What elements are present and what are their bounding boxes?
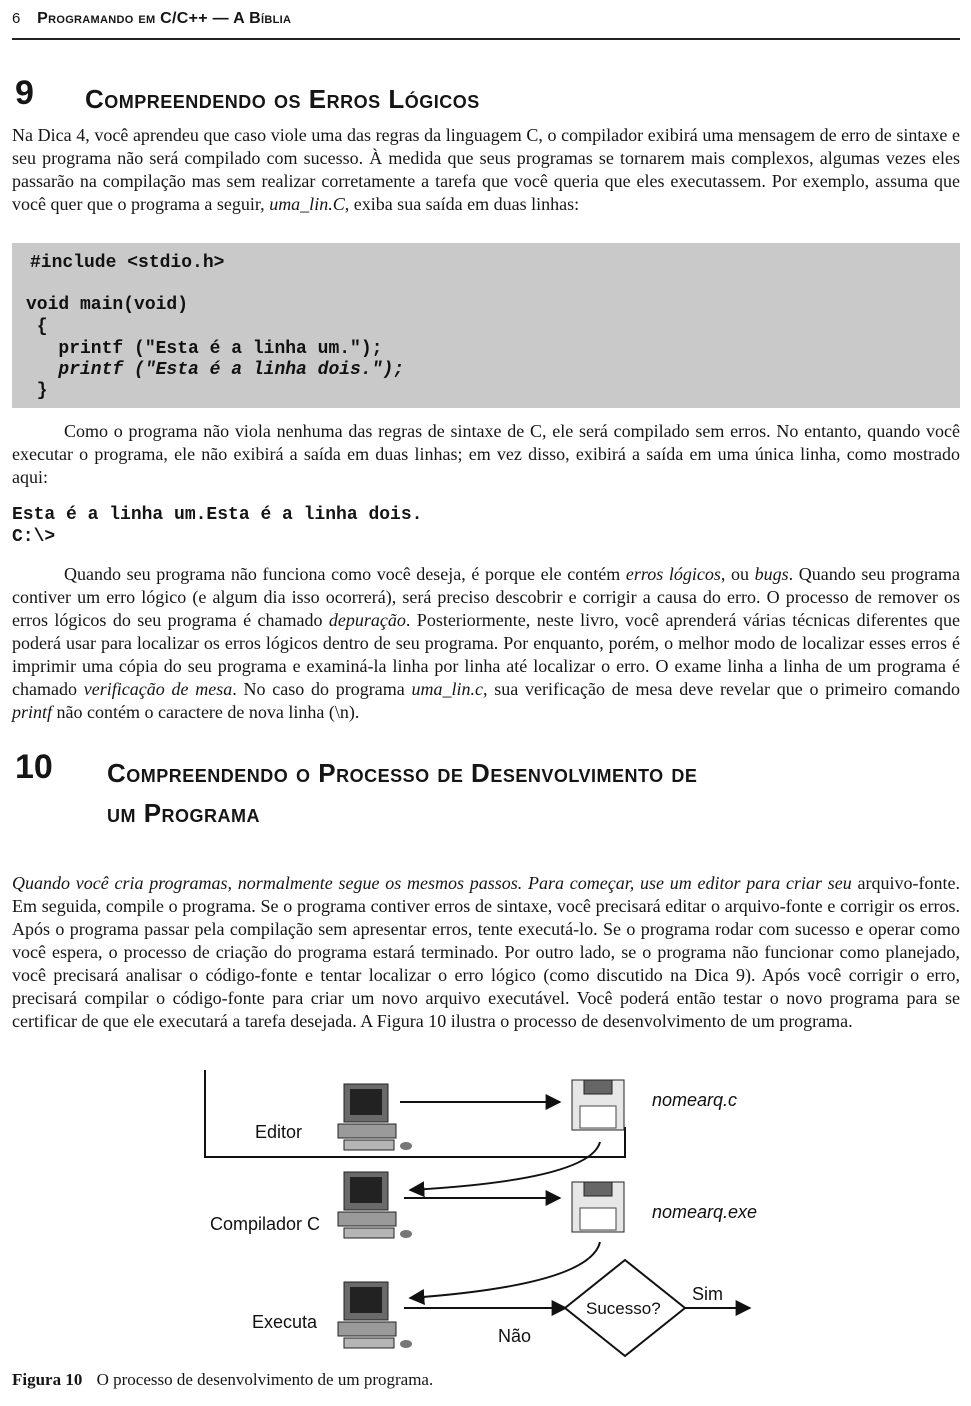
executable-file-floppy-icon bbox=[572, 1182, 624, 1232]
tip-10-title-line-1: Compreendendo o Processo de Desenvolvimento de bbox=[107, 758, 698, 788]
tip-10-paragraph-1: Quando você cria programas, normalmente segue os mesmos passos. Para começar, use um editor para criar seu arquivo-fonte. Em seguida, compile o programa. Se o programa contiver erros de sintaxe, você precisará editar o arquivo-fonte e corrigir os erros. Após o programa passar pela compilação sem apresentar erros, tente executá-lo. Se o programa rodar com sucesso e operar como você espera, o processo de criação do programa estará terminado. Por outro lado, se o programa não funcionar como planejado, você precisará analisar o código-fonte e tentar localizar o erro lógico (como discutido na Dica 9). Após você corrigir o erro, precisará compilar o código-fonte para criar um novo arquivo executável. Você poderá então testar o novo programa para se certificar de que ele executará a tarefa desejada. A Figura 10 ilustra o processo de desenvolvimento de um programa. bbox=[12, 873, 960, 1031]
program-output-line-1: Esta é a linha um.Esta é a linha dois. bbox=[12, 505, 423, 525]
page-number: 6 bbox=[12, 10, 21, 27]
tip-9-title: Compreendendo os Erros Lógicos bbox=[85, 84, 480, 114]
code-line-1: #include <stdio.h> bbox=[30, 253, 225, 273]
editor-computer-icon bbox=[338, 1084, 412, 1150]
tip-9-intro: Na Dica 4, você aprendeu que caso viole uma das regras da linguagem C, o compilador exibirá uma mensagem de erro de sintaxe e seu programa não será compilado com sucesso. À medida que seus programas se tornarem mais complexos, algumas vezes eles passarão na compilação mas sem realizar corretamente a tarefa que você queria que eles executassem. Por exemplo, assuma que você quer que o programa a seguir, uma_lin.C, exiba sua saída em duas linhas: bbox=[12, 125, 960, 214]
tip-10-heading bbox=[15, 748, 955, 834]
code-line-7: } bbox=[26, 381, 48, 401]
yes-label: Sim bbox=[692, 1284, 723, 1304]
tip-9-number: 9 bbox=[15, 74, 34, 112]
compiler-computer-icon bbox=[338, 1172, 412, 1238]
tip-9-paragraph-2: Como o programa não viola nenhuma das regras de sintaxe de C, ele será compilado sem erros. No entanto, quando você executar o programa, ele não exibirá a saída em duas linhas; em vez disso, exibirá a saída em uma única linha, como mostrado aqui: bbox=[12, 421, 960, 487]
development-process-diagram bbox=[0, 1070, 971, 1370]
figure-caption bbox=[12, 1370, 433, 1390]
tip-10-title-line-2: um Programa bbox=[107, 798, 261, 828]
execute-label: Executa bbox=[252, 1312, 318, 1332]
code-line-5: printf ("Esta é a linha um."); bbox=[26, 339, 383, 359]
code-line-6: printf ("Esta é a linha dois."); bbox=[26, 360, 405, 380]
code-listing bbox=[12, 243, 960, 408]
decision-label: Sucesso? bbox=[586, 1299, 661, 1318]
tip-9-heading bbox=[15, 74, 955, 118]
figure-caption-text: O processo de desenvolvimento de um programa. bbox=[96, 1370, 434, 1389]
execute-computer-icon bbox=[338, 1282, 412, 1348]
code-line-3: void main(void) bbox=[26, 295, 189, 315]
tip-9-paragraph-3: Quando seu programa não funciona como você deseja, é porque ele contém erros lógicos, ou bugs. Quando seu programa contiver um erro lógico (e algum dia isso ocorrerá), será preciso descobrir e corrigir a causa do erro. O processo de remover os erros lógicos do seu programa é chamado depuração. Posteriormente, neste livro, você aprenderá várias técnicas diferentes que poderá usar para localizar os erros lógicos dentro de seu programa. Por enquanto, porém, o melhor modo de localizar esses erros é imprimir uma cópia do seu programa e examiná-la linha por linha até localizar o erro. O exame linha a linha de um programa é chamado verificação de mesa. No caso do programa uma_lin.c, sua verificação de mesa deve revelar que o primeiro comando printf não contém o caractere de nova linha (\n). bbox=[12, 564, 961, 722]
source-file-name: nomearq.c bbox=[652, 1090, 738, 1110]
running-head bbox=[12, 10, 960, 40]
executable-file-name: nomearq.exe bbox=[652, 1202, 758, 1222]
tip-10-number: 10 bbox=[15, 748, 53, 786]
compiler-label: Compilador C bbox=[210, 1214, 321, 1234]
figure-caption-label: Figura 10 bbox=[12, 1370, 83, 1389]
exe-to-execute-arrow bbox=[410, 1242, 600, 1298]
book-title: Programando em C/C++ — A Bíblia bbox=[37, 10, 292, 27]
editor-label: Editor bbox=[255, 1122, 303, 1142]
no-label: Não bbox=[498, 1326, 532, 1346]
source-file-floppy-icon bbox=[572, 1080, 624, 1130]
program-output-line-2: C:\> bbox=[12, 527, 56, 547]
loop-back-connector bbox=[205, 1070, 625, 1157]
code-line-4: { bbox=[26, 317, 48, 337]
